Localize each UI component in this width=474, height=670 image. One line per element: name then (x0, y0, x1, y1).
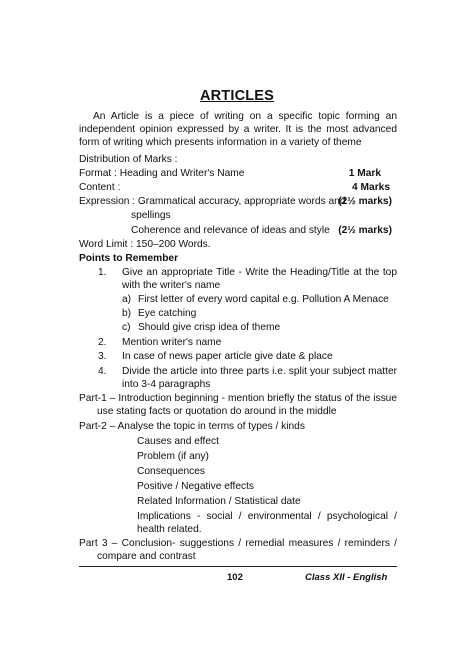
footer-divider (79, 566, 397, 567)
point-number: 1. (98, 267, 107, 278)
sub-point-number: b) (122, 308, 132, 319)
part-1-text: Part-1 – Introduction beginning - mention briefly the status of the issue use stating facts or quotation do around in the middle (79, 393, 397, 417)
part-2-item: Related Information / Statistical date (137, 496, 301, 507)
content-label: Content : (79, 182, 121, 193)
page-title: ARTICLES (199, 88, 275, 104)
point-text: Mention writer's name (122, 337, 222, 348)
expression-label: Expression : Grammatical accuracy, appropriate words and (79, 196, 346, 207)
part-2-item: Implications - social / environmental / psychological / health related. (137, 511, 397, 535)
expression-marks: (2½ marks) (338, 196, 392, 207)
sub-point-text: Eye catching (138, 308, 197, 319)
content-marks: 4 Marks (352, 182, 390, 193)
points-heading: Points to Remember (79, 253, 179, 264)
sub-point-number: a) (122, 294, 132, 305)
format-label: Format : Heading and Writer's Name (79, 168, 245, 179)
expression-label-cont: spellings (131, 210, 171, 221)
page-number: 102 (227, 572, 243, 583)
part-2-text: Part-2 – Analyse the topic in terms of types / kinds (79, 421, 305, 432)
distribution-heading: Distribution of Marks : (79, 154, 178, 165)
point-number: 2. (98, 337, 107, 348)
point-text: In case of news paper article give date & place (122, 351, 333, 362)
word-limit: Word Limit : 150–200 Words. (79, 239, 211, 250)
format-marks: 1 Mark (348, 168, 381, 179)
part-2-item: Consequences (137, 466, 205, 477)
point-text: Give an appropriate Title - Write the Heading/Title at the top with the writer's name (122, 267, 397, 291)
part-2-item: Positive / Negative effects (137, 481, 255, 492)
point-number: 3. (98, 351, 107, 362)
point-text: Divide the article into three parts i.e. split your subject matter into 3-4 paragraphs (122, 366, 397, 390)
coherence-label: Coherence and relevance of ideas and style (131, 225, 330, 236)
part-3-text: Part 3 – Conclusion- suggestions / remedial measures / reminders / compare and contrast (79, 538, 397, 562)
point-number: 4. (98, 366, 107, 377)
part-2-item: Causes and effect (137, 436, 219, 447)
intro-paragraph: An Article is a piece of writing on a specific topic forming an independent opinion expressed by a writer. It is the most advanced form of writing which presents information in a variety of theme (79, 111, 397, 148)
coherence-marks: (2½ marks) (338, 225, 392, 236)
sub-point-text: Should give crisp idea of theme (138, 322, 281, 333)
sub-point-number: c) (122, 322, 131, 333)
sub-point-text: First letter of every word capital e.g. Pollution A Menace (138, 294, 389, 305)
footer-class-label: Class XII - English (305, 572, 388, 583)
part-2-item: Problem (if any) (137, 451, 209, 462)
